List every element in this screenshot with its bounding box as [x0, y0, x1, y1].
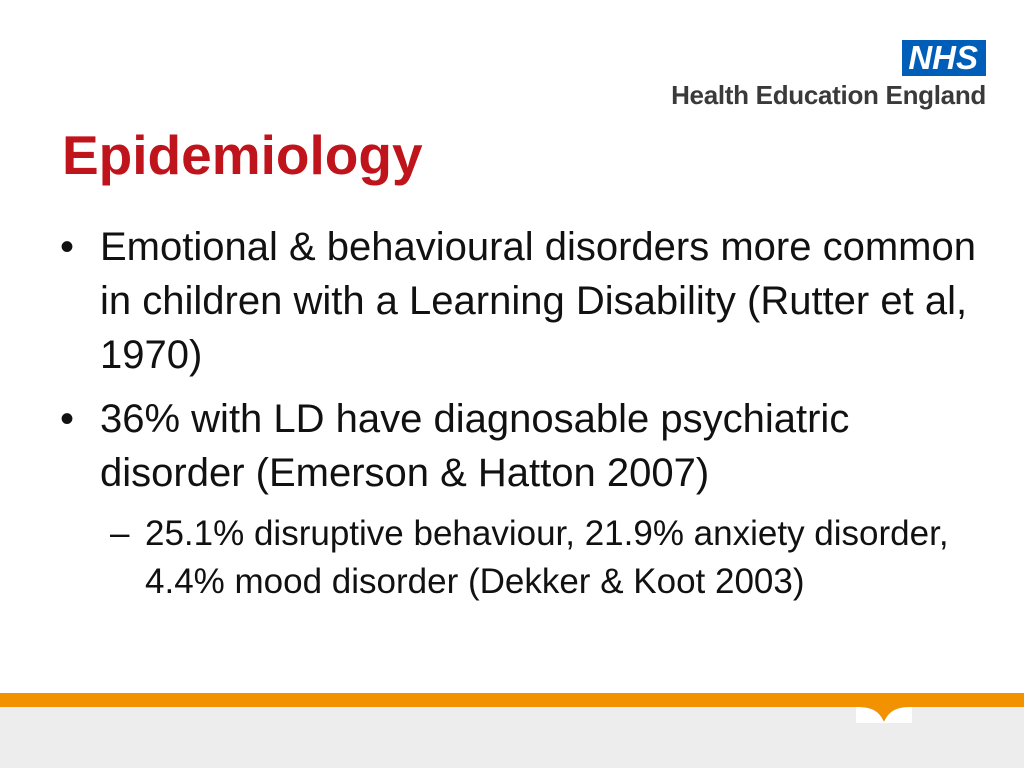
bullet-marker: • [60, 397, 75, 441]
bullet-item [60, 220, 980, 382]
slide-title: Epidemiology [62, 124, 423, 186]
sub-bullet-text: 25.1% disruptive behaviour, 21.9% anxiety disorder, 4.4% mood disorder (Dekker & Koot 2003) [145, 514, 949, 601]
bullet-item [60, 392, 980, 500]
bullet-text: 36% with LD have diagnosable psychiatric disorder (Emerson & Hatton 2007) [100, 397, 850, 495]
footer-notch-shape [856, 705, 912, 723]
nhs-logo-box: NHS [902, 40, 986, 76]
sub-bullet-marker: – [110, 514, 130, 553]
slide-body [60, 220, 980, 606]
organisation-name: Health Education England [671, 80, 986, 110]
bullet-marker: • [60, 225, 75, 269]
bullet-text: Emotional & behavioural disorders more common in children with a Learning Disability (Rutter et al, 1970) [100, 225, 976, 377]
sub-bullet-item [60, 510, 980, 606]
hee-logo [671, 40, 986, 110]
